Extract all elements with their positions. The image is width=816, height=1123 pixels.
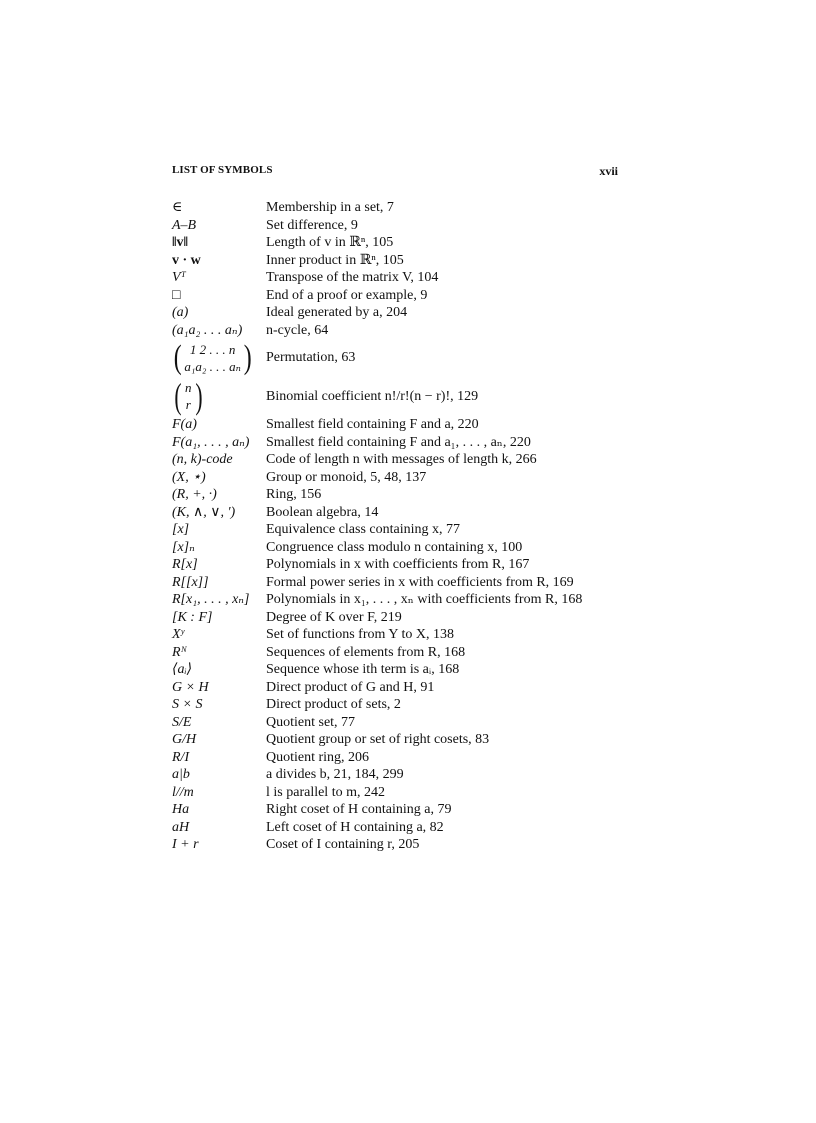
symbol: R/I (172, 749, 190, 765)
symbol: ‖v‖ (172, 235, 189, 251)
symbol-entry (172, 234, 642, 252)
symbol-entry (172, 287, 642, 305)
symbol-entry (172, 199, 642, 217)
description: a divides b, 21, 184, 299 (266, 767, 404, 783)
symbol-entry (172, 644, 642, 662)
description: Left coset of H containing a, 82 (266, 819, 444, 835)
symbol-entry (172, 217, 642, 235)
description: Inner product in ℝⁿ, 105 (266, 252, 404, 268)
symbol-entry (172, 661, 642, 679)
description: Length of v in ℝⁿ, 105 (266, 235, 394, 251)
description: Smallest field containing F and a₁, . . . , aₙ, 220 (266, 434, 531, 450)
symbol-entry (172, 556, 642, 574)
symbol: F(a₁, . . . , aₙ) (172, 434, 250, 450)
symbol-entry (172, 434, 642, 452)
description: Equivalence class containing x, 77 (266, 522, 460, 538)
symbol: Vᵀ (172, 270, 186, 286)
matrix-bottom-row: r (185, 397, 191, 412)
binomial-matrix (172, 378, 205, 414)
symbol-entry (172, 784, 642, 802)
symbol-entry (172, 609, 642, 627)
description: End of a proof or example, 9 (266, 287, 428, 303)
description: Quotient ring, 206 (266, 749, 370, 765)
symbol: A–B (172, 217, 197, 233)
symbol-entry (172, 766, 642, 784)
symbol-entry (172, 252, 642, 270)
left-paren: ( (174, 376, 182, 416)
description: Transpose of the matrix V, 104 (266, 270, 439, 286)
symbol: Ha (172, 802, 190, 818)
description: Ring, 156 (266, 487, 322, 503)
symbol-entry (172, 819, 642, 837)
symbol: ⟨aᵢ⟩ (172, 662, 193, 678)
description: Set difference, 9 (266, 217, 358, 233)
permutation-matrix (172, 338, 253, 376)
description: Congruence class modulo n containing x, 100 (266, 539, 523, 555)
symbol: F(a) (172, 417, 197, 433)
symbol: S × S (172, 697, 203, 713)
symbol: aH (172, 819, 190, 835)
symbol: (a₁a₂ . . . aₙ) (172, 322, 243, 338)
symbol-entry (172, 731, 642, 749)
symbol-entry (172, 486, 642, 504)
symbol-entry (172, 322, 642, 340)
symbol: G × H (172, 679, 209, 695)
symbol: □ (172, 287, 181, 303)
symbol: S/E (172, 714, 192, 730)
description: Smallest field containing F and a, 220 (266, 417, 479, 433)
running-header (172, 164, 618, 180)
description: Group or monoid, 5, 48, 137 (266, 469, 427, 485)
description: Coset of I containing r, 205 (266, 837, 420, 853)
right-paren: ) (194, 376, 203, 416)
section-title: LIST OF SYMBOLS (172, 164, 273, 176)
symbol: (n, k)-code (172, 452, 233, 468)
symbol: (K, ∧, ∨, ′) (172, 504, 236, 520)
symbol-entry (172, 304, 642, 322)
description: Membership in a set, 7 (266, 200, 394, 216)
symbol: Xʸ (172, 627, 185, 643)
description: Quotient group or set of right cosets, 83 (266, 732, 490, 748)
symbol: [K : F] (172, 609, 213, 625)
symbol: Rᴺ (172, 644, 187, 660)
symbol: R[x] (172, 557, 198, 573)
symbol: I + r (172, 837, 199, 853)
symbol-entry (172, 801, 642, 819)
symbol: [x]ₙ (172, 539, 195, 555)
matrix-bottom-row: a₁a₂ . . . aₙ (184, 358, 241, 374)
symbol-entry (172, 339, 642, 376)
symbol: a|b (172, 767, 190, 783)
symbol: R[x₁, . . . , xₙ] (172, 592, 250, 608)
description: l is parallel to m, 242 (266, 784, 385, 800)
symbol-entry (172, 749, 642, 767)
matrix-top-row: n (185, 380, 192, 395)
symbol-entry (172, 626, 642, 644)
left-paren: ( (173, 338, 182, 376)
symbol: ∈ (172, 200, 183, 216)
page-number: xvii (599, 164, 618, 178)
symbol-entry (172, 521, 642, 539)
description: Binomial coefficient n!/r!(n − r)!, 129 (266, 388, 479, 404)
symbol-entry (172, 591, 642, 609)
symbol-entry (172, 574, 642, 592)
symbol: (a) (172, 305, 189, 321)
symbol-entry (172, 696, 642, 714)
description: Formal power series in x with coefficients from R, 169 (266, 574, 574, 590)
symbol-entry (172, 714, 642, 732)
description: Quotient set, 77 (266, 714, 356, 730)
symbol-entry (172, 539, 642, 557)
description: Direct product of sets, 2 (266, 697, 401, 713)
description: Direct product of G and H, 91 (266, 679, 435, 695)
binomial-symbol (172, 378, 266, 414)
description: Right coset of H containing a, 79 (266, 802, 452, 818)
description: Polynomials in x with coefficients from R, 167 (266, 557, 530, 573)
description: Permutation, 63 (266, 350, 356, 365)
symbol-entry (172, 679, 642, 697)
symbol: (R, +, ·) (172, 487, 217, 503)
symbol: l//m (172, 784, 194, 800)
description: n-cycle, 64 (266, 322, 329, 338)
symbol-entry (172, 836, 642, 854)
symbol: [x] (172, 522, 190, 538)
matrix-top-row: 1 2 . . . n (189, 341, 236, 357)
symbol-entry (172, 416, 642, 434)
description: Code of length n with messages of length k, 266 (266, 452, 537, 468)
symbol-entry (172, 451, 642, 469)
description: Sequences of elements from R, 168 (266, 644, 466, 660)
permutation-symbol (172, 338, 266, 376)
description: Sequence whose ith term is aᵢ, 168 (266, 662, 460, 678)
right-paren: ) (243, 338, 252, 376)
symbol: (X, ⋆) (172, 469, 206, 485)
symbol-list (172, 199, 642, 854)
symbol-entry (172, 269, 642, 287)
symbol: G/H (172, 732, 197, 748)
description: Ideal generated by a, 204 (266, 305, 408, 321)
description: Polynomials in x₁, . . . , xₙ with coefficients from R, 168 (266, 592, 583, 608)
symbol: R[[x]] (172, 574, 209, 590)
description: Degree of K over F, 219 (266, 609, 402, 625)
symbol: v · w (172, 252, 201, 268)
description: Set of functions from Y to X, 138 (266, 627, 454, 643)
symbol-entry (172, 469, 642, 487)
description: Boolean algebra, 14 (266, 504, 379, 520)
symbol-entry (172, 504, 642, 522)
symbol-entry (172, 376, 642, 416)
